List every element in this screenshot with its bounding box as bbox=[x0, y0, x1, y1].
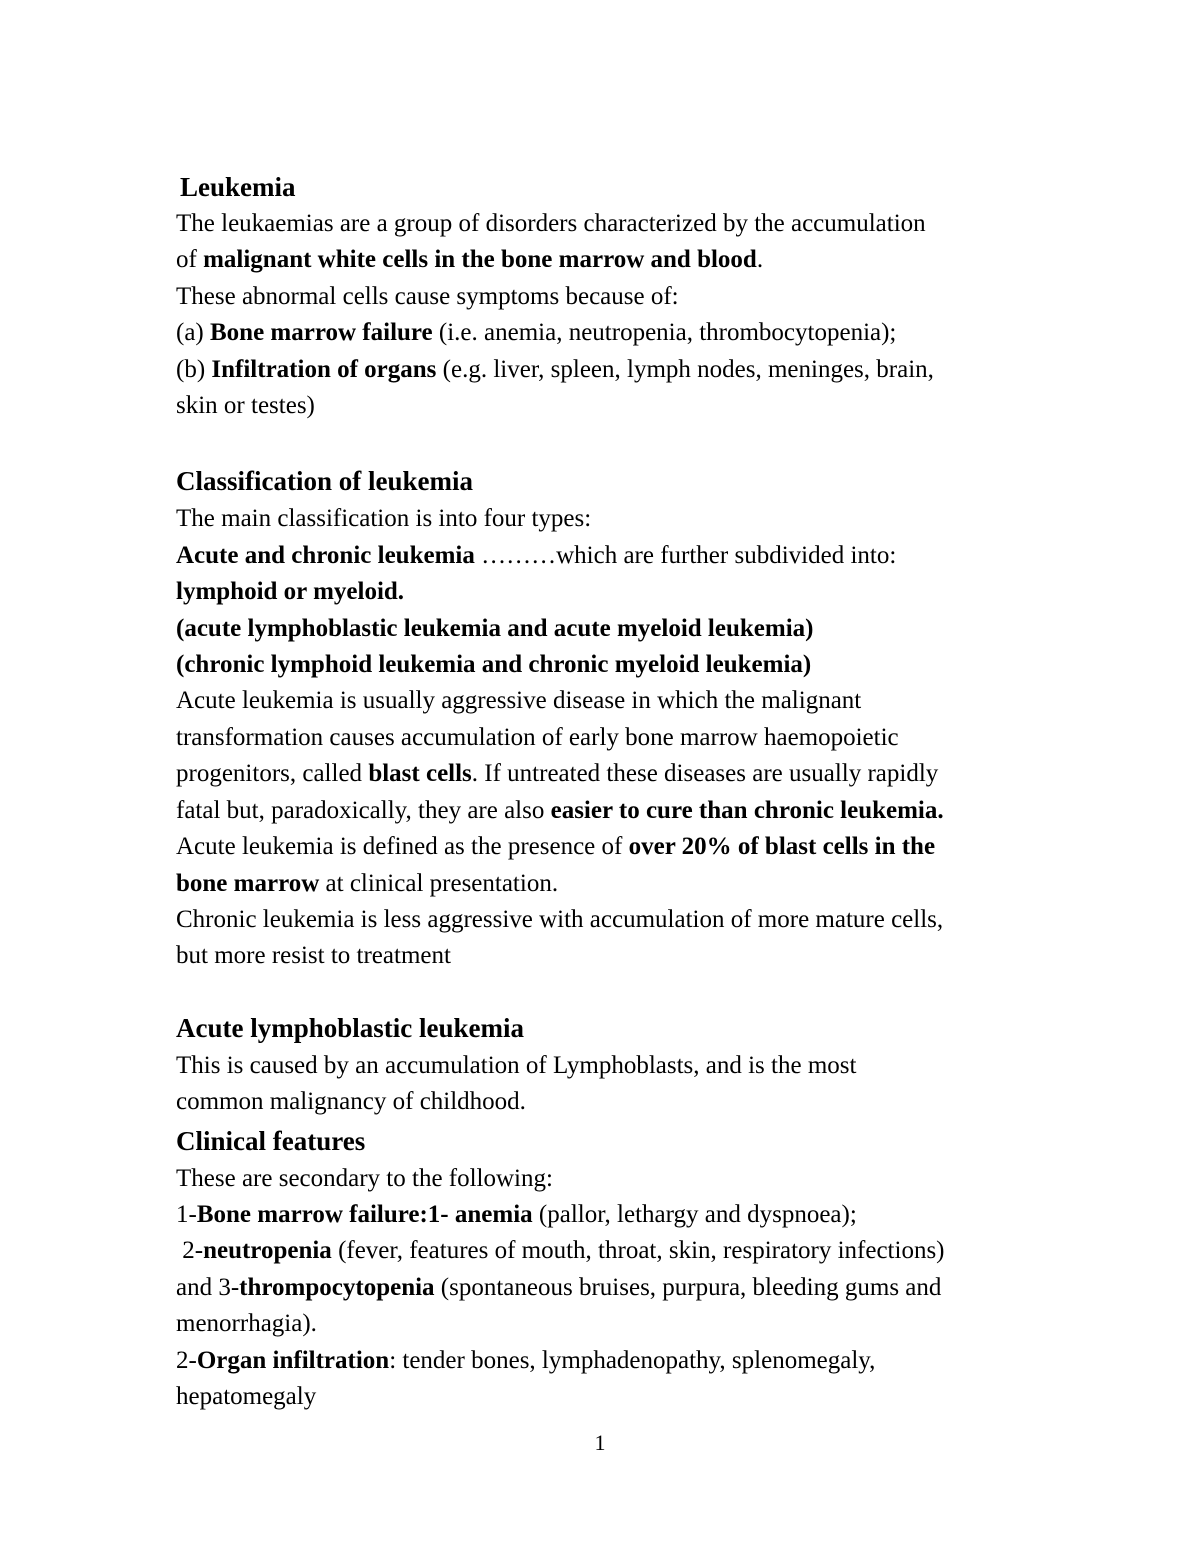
text-run: (b) bbox=[176, 355, 212, 383]
paragraph-line bbox=[176, 829, 1056, 865]
text-run: (i.e. anemia, neutropenia, thrombocytopenia); bbox=[432, 319, 897, 347]
bold-text: Bone marrow failure bbox=[210, 319, 433, 347]
paragraph-line bbox=[176, 756, 1056, 792]
paragraph-line bbox=[176, 647, 1056, 683]
intro-section bbox=[176, 206, 1056, 424]
text-run: progenitors, called bbox=[176, 760, 369, 788]
text-run: : tender bones, lymphadenopathy, splenomegaly, bbox=[389, 1346, 876, 1374]
text-run: fatal but, paradoxically, they are also bbox=[176, 796, 551, 824]
bold-text: easier to cure than chronic leukemia. bbox=[550, 796, 944, 824]
paragraph-line bbox=[176, 866, 1056, 902]
classification-section bbox=[176, 501, 1056, 974]
text-run: (e.g. liver, spleen, lymph nodes, meninges, brain, bbox=[436, 355, 934, 383]
paragraph-line bbox=[176, 611, 1056, 647]
bold-text: blast cells bbox=[368, 760, 472, 788]
paragraph-line: Chronic leukemia is less aggressive with accumulation of more mature cells, bbox=[176, 905, 944, 933]
clinical-section bbox=[176, 1161, 1056, 1416]
paragraph-line: common malignancy of childhood. bbox=[176, 1088, 526, 1116]
all-section bbox=[176, 1048, 1056, 1121]
intro-line bbox=[176, 242, 1056, 278]
bold-text: neutropenia bbox=[203, 1237, 332, 1265]
text-run: and 3- bbox=[176, 1273, 240, 1301]
paragraph-line: menorrhagia). bbox=[176, 1310, 317, 1338]
text-run: (fever, features of mouth, throat, skin, respiratory infections) bbox=[331, 1237, 945, 1265]
paragraph-line: but more resist to treatment bbox=[176, 942, 451, 970]
bold-text: Bone marrow failure:1- anemia bbox=[196, 1200, 533, 1228]
text-run: . bbox=[756, 246, 764, 274]
bold-text: Infiltration of organs bbox=[211, 355, 437, 383]
paragraph-line: This is caused by an accumulation of Lymphoblasts, and is the most bbox=[176, 1051, 857, 1079]
text-run: . If untreated these diseases are usually rapidly bbox=[471, 760, 939, 788]
text-run: at clinical presentation. bbox=[319, 869, 559, 897]
paragraph-line bbox=[176, 1343, 1056, 1379]
text-run: Acute leukemia is defined as the presence of bbox=[176, 833, 629, 861]
paragraph-line bbox=[176, 793, 1056, 829]
bold-text: Organ infiltration bbox=[196, 1346, 390, 1374]
intro-line: These abnormal cells cause symptoms because of: bbox=[176, 282, 679, 310]
bold-text: thrompocytopenia bbox=[239, 1273, 435, 1301]
bold-text: bone marrow bbox=[176, 869, 320, 897]
paragraph-line: The main classification is into four types: bbox=[176, 505, 592, 533]
bold-text: malignant white cells in the bone marrow and blood bbox=[203, 246, 757, 274]
paragraph-line bbox=[176, 574, 1056, 610]
paragraph-line: transformation causes accumulation of early bone marrow haemopoietic bbox=[176, 723, 899, 751]
bold-text: lymphoid or myeloid. bbox=[176, 578, 405, 606]
text-run: 2- bbox=[176, 1346, 197, 1374]
intro-line: skin or testes) bbox=[176, 392, 315, 420]
paragraph-line bbox=[176, 1270, 1056, 1306]
page-title: Leukemia bbox=[180, 172, 296, 202]
text-run: 2- bbox=[176, 1237, 204, 1265]
text-run: (pallor, lethargy and dyspnoea); bbox=[532, 1200, 857, 1228]
intro-line bbox=[176, 315, 1056, 351]
bold-text: (acute lymphoblastic leukemia and acute myeloid leukemia) bbox=[176, 614, 814, 642]
text-run: (a) bbox=[176, 319, 210, 347]
paragraph-line: Acute leukemia is usually aggressive disease in which the malignant bbox=[176, 687, 862, 715]
paragraph-line bbox=[176, 538, 1056, 574]
text-run: (spontaneous bruises, purpura, bleeding gums and bbox=[434, 1273, 942, 1301]
text-run: of bbox=[176, 246, 204, 274]
bold-text: Acute and chronic leukemia bbox=[176, 541, 475, 569]
page-number: 1 bbox=[594, 1430, 606, 1455]
intro-line bbox=[176, 352, 1056, 388]
paragraph-line bbox=[176, 1233, 1056, 1269]
section-heading-clinical: Clinical features bbox=[176, 1125, 366, 1156]
text-run: ………which are further subdivided into: bbox=[474, 541, 897, 569]
text-run: 1- bbox=[176, 1200, 197, 1228]
section-heading-classification: Classification of leukemia bbox=[176, 466, 473, 497]
section-heading-all: Acute lymphoblastic leukemia bbox=[176, 1012, 524, 1043]
document-body bbox=[176, 168, 1056, 1415]
intro-line: The leukaemias are a group of disorders characterized by the accumulation bbox=[176, 210, 926, 237]
bold-text: (chronic lymphoid leukemia and chronic myeloid leukemia) bbox=[176, 651, 812, 679]
paragraph-line bbox=[176, 1197, 1056, 1233]
paragraph-line: hepatomegaly bbox=[176, 1382, 317, 1410]
paragraph-line: These are secondary to the following: bbox=[176, 1164, 553, 1192]
bold-text: over 20% of blast cells in the bbox=[628, 833, 936, 861]
